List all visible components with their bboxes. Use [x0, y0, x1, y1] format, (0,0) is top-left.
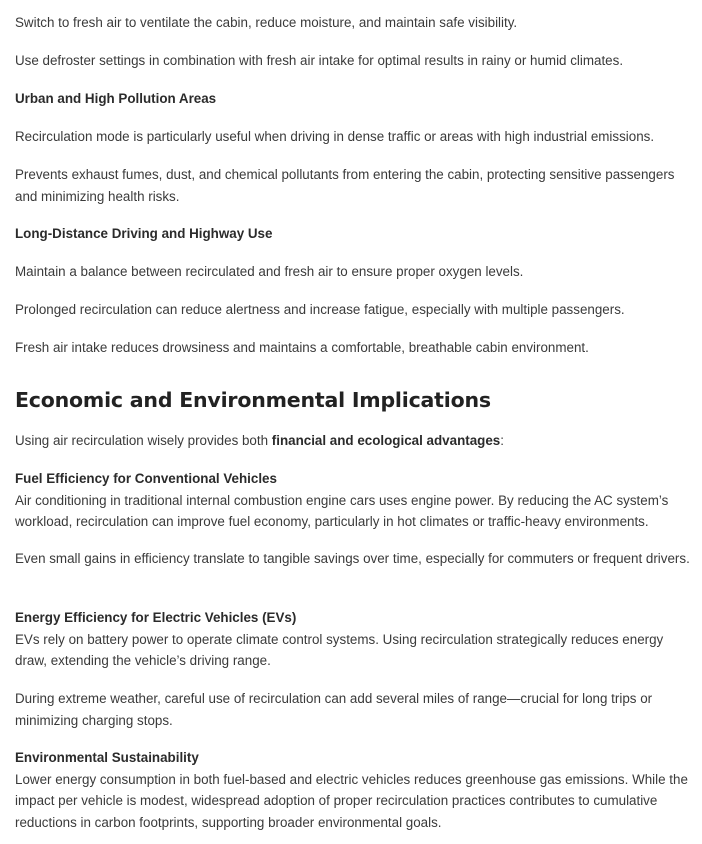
intro-bold: financial and ecological advantages — [271, 433, 501, 448]
subheading-ev: Energy Efficiency for Electric Vehicles (EVs) — [15, 610, 297, 625]
paragraph-economic-intro — [15, 430, 692, 452]
paragraph-ev-2: During extreme weather, careful use of recirculation can add several miles of range—crucial for long trips or minimizing charging stops. — [15, 691, 653, 728]
intro-suffix: : — [500, 433, 504, 448]
paragraph-defroster: Use defroster settings in combination with fresh air intake for optimal results in rainy or humid climates. — [15, 53, 624, 68]
paragraph-fuel-2: Even small gains in efficiency translate to tangible savings over time, especially for commuters or frequent drivers. — [15, 551, 690, 566]
section-title-economic: Economic and Environmental Implications — [15, 388, 491, 412]
paragraph-long-3: Fresh air intake reduces drowsiness and maintains a comfortable, breathable cabin environment. — [15, 340, 589, 355]
paragraph-long-1: Maintain a balance between recirculated and fresh air to ensure proper oxygen levels. — [15, 264, 524, 279]
section-ev-efficiency — [15, 607, 690, 672]
paragraph-fuel-1: Air conditioning in traditional internal combustion engine cars uses engine power. By reducing the AC system’s workload, recirculation can improve fuel economy, particularly in hot climates or traffic-heavy environments. — [15, 492, 669, 529]
subheading-long-distance: Long-Distance Driving and Highway Use — [15, 226, 273, 241]
paragraph-urban-1: Recirculation mode is particularly useful when driving in dense traffic or areas with high industrial emissions. — [15, 129, 655, 144]
subheading-fuel: Fuel Efficiency for Conventional Vehicles — [15, 471, 277, 486]
section-environmental — [15, 747, 690, 833]
section-fuel-efficiency — [15, 468, 690, 533]
paragraph-urban-2: Prevents exhaust fumes, dust, and chemical pollutants from entering the cabin, protecting sensitive passengers and minimizing health risks. — [15, 167, 675, 204]
paragraph-long-2: Prolonged recirculation can reduce alertness and increase fatigue, especially with multiple passengers. — [15, 302, 625, 317]
paragraph-fresh-air: Switch to fresh air to ventilate the cabin, reduce moisture, and maintain safe visibility. — [15, 15, 518, 30]
intro-prefix: Using air recirculation wisely provides both — [15, 433, 272, 448]
paragraph-ev-1: EVs rely on battery power to operate climate control systems. Using recirculation strategically reduces energy draw, extending the vehicle’s driving range. — [15, 631, 664, 668]
subheading-urban: Urban and High Pollution Areas — [15, 91, 217, 106]
paragraph-env-1: Lower energy consumption in both fuel-based and electric vehicles reduces greenhouse gas emissions. While the impact per vehicle is modest, widespread adoption of proper recirculation practices contributes to cumulative reductions in carbon footprints, supporting broader environmental goals. — [15, 771, 688, 830]
subheading-environmental: Environmental Sustainability — [15, 750, 199, 765]
